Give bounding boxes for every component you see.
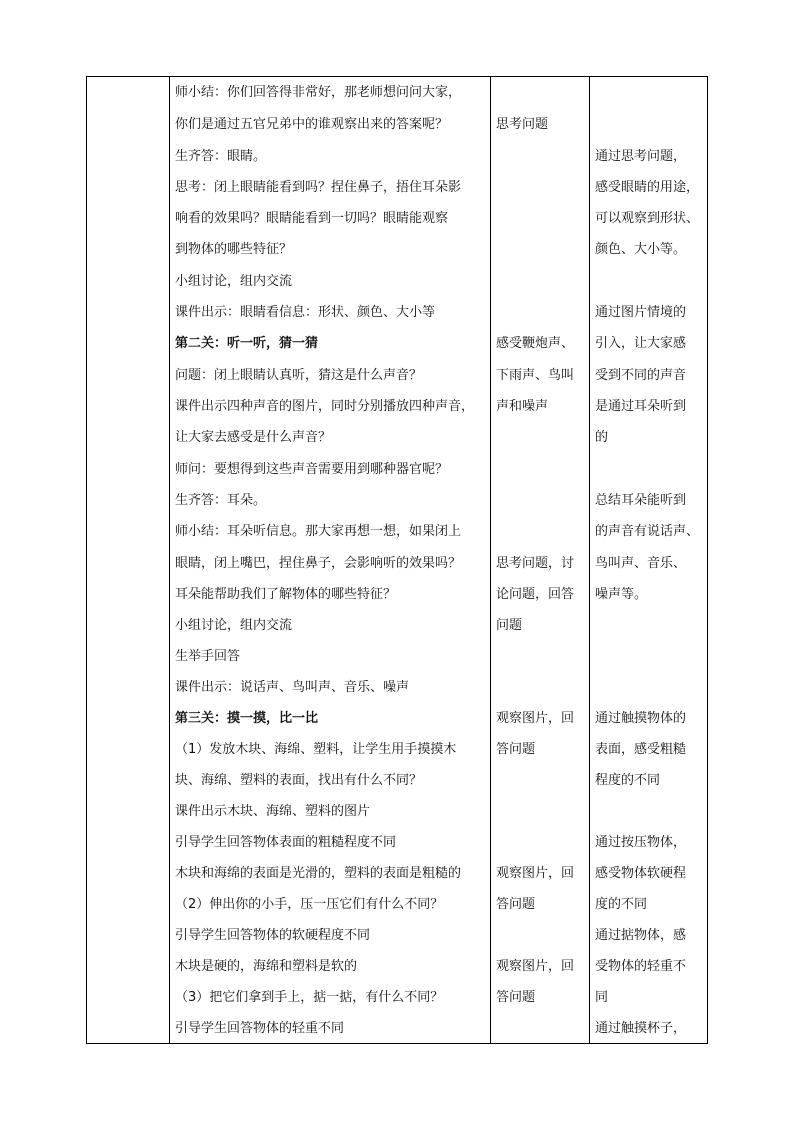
design-intent-line: 是通过耳朵听到 — [595, 399, 687, 414]
teacher-activity-line: 小组讨论，组内交流 — [175, 618, 293, 633]
design-intent-line: 同 — [595, 990, 609, 1005]
student-activity-line: 观察图片，回 — [496, 711, 575, 726]
student-activity-line: 感受鞭炮声、 — [496, 336, 575, 351]
design-intent-line: 噪声等。 — [595, 587, 648, 602]
design-intent-line: 鸟叫声、音乐、 — [595, 556, 687, 571]
design-intent-line: 通过思考问题， — [595, 149, 687, 164]
teacher-activity-line: 课件出示：眼睛看信息：形状、颜色、大小等 — [175, 305, 436, 320]
teacher-activity-line: （2）伸出你的小手，压一压它们有什么不同？ — [175, 897, 444, 912]
design-intent-line: 的声音有说话声、 — [595, 524, 700, 539]
design-intent-line: 通过图片情境的 — [595, 305, 687, 320]
student-activity-line: 答问题 — [496, 990, 536, 1005]
design-intent-line: 感受眼睛的用途， — [595, 180, 700, 195]
teacher-activity-line: 小组讨论，组内交流 — [175, 274, 293, 289]
student-activity-line: 思考问题 — [496, 117, 549, 132]
teacher-activity-line: 响看的效果吗？眼睛能看到一切吗？眼睛能观察 — [175, 211, 449, 226]
design-intent-line: 可以观察到形状、 — [595, 211, 700, 226]
student-activity-line: 下雨声、鸟叫 — [496, 368, 575, 383]
column-divider — [490, 77, 491, 1043]
design-intent-line: 表面，感受粗糙 — [595, 742, 687, 757]
teacher-activity-line: 课件出示木块、海绵、塑料的图片 — [175, 804, 371, 819]
design-intent-line: 通过掂物体，感 — [595, 928, 687, 943]
teacher-activity-line: （1）发放木块、海绵、塑料，让学生用手摸摸木 — [175, 742, 457, 757]
design-intent-line: 程度的不同 — [595, 773, 661, 788]
design-intent-line: 通过按压物体， — [595, 835, 687, 850]
student-activity-line: 论问题，回答 — [496, 587, 575, 602]
teacher-activity-line: 引导学生回答物体表面的粗糙程度不同 — [175, 835, 397, 850]
design-intent-line: 受物体的轻重不 — [595, 959, 687, 974]
design-intent-line: 通过触摸物体的 — [595, 711, 687, 726]
design-intent-line: 度的不同 — [595, 897, 648, 912]
teacher-activity-line: 耳朵能帮助我们了解物体的哪些特征？ — [175, 587, 397, 602]
design-intent-line: 引入，让大家感 — [595, 336, 687, 351]
column-divider — [169, 77, 170, 1043]
student-activity-line: 观察图片，回 — [496, 959, 575, 974]
lesson-plan-table — [86, 76, 708, 1044]
teacher-activity-line: 木块和海绵的表面是光滑的，塑料的表面是粗糙的 — [175, 866, 462, 881]
student-activity-line: 答问题 — [496, 742, 536, 757]
teacher-activity-line: 生举手回答 — [175, 649, 241, 664]
column-divider — [589, 77, 590, 1043]
design-intent-line: 总结耳朵能听到 — [595, 493, 687, 508]
design-intent-line: 通过触摸杯子， — [595, 1021, 687, 1036]
design-intent-line: 受到不同的声音 — [595, 368, 687, 383]
student-activity-line: 思考问题，讨 — [496, 556, 575, 571]
teacher-activity-line: 师问：要想得到这些声音需要用到哪种器官呢？ — [175, 462, 449, 477]
teacher-activity-line: 思考：闭上眼睛能看到吗？捏住鼻子，捂住耳朵影 — [175, 180, 462, 195]
teacher-activity-line: （3）把它们拿到手上，掂一掂，有什么不同？ — [175, 990, 444, 1005]
student-activity-line: 答问题 — [496, 897, 536, 912]
teacher-activity-line: 师小结：你们回答得非常好，那老师想问问大家， — [175, 85, 462, 100]
teacher-activity-line: 块、海绵、塑料的表面，找出有什么不同？ — [175, 773, 423, 788]
teacher-activity-line: 你们是通过五官兄弟中的谁观察出来的答案呢？ — [175, 117, 449, 132]
design-intent-line: 感受物体软硬程 — [595, 866, 687, 881]
design-intent-line: 的 — [595, 430, 609, 445]
student-activity-line: 问题 — [496, 618, 523, 633]
teacher-activity-line: 第三关：摸一摸，比一比 — [175, 711, 319, 726]
teacher-activity-line: 师小结：耳朵听信息。那大家再想一想，如果闭上 — [175, 524, 462, 539]
student-activity-line: 声和噪声 — [496, 399, 549, 414]
teacher-activity-line: 引导学生回答物体的轻重不同 — [175, 1021, 345, 1036]
student-activity-line: 观察图片，回 — [496, 866, 575, 881]
teacher-activity-line: 课件出示四种声音的图片，同时分别播放四种声音， — [175, 399, 475, 414]
first-column-cell — [87, 77, 169, 1043]
teacher-activity-line: 引导学生回答物体的软硬程度不同 — [175, 928, 371, 943]
teacher-activity-line: 到物体的哪些特征？ — [175, 242, 293, 257]
teacher-activity-line: 生齐答：眼睛。 — [175, 149, 267, 164]
teacher-activity-line: 问题：闭上眼睛认真听，猜这是什么声音？ — [175, 368, 423, 383]
teacher-activity-line: 木块是硬的，海绵和塑料是软的 — [175, 959, 358, 974]
teacher-activity-line: 第二关：听一听，猜一猜 — [175, 336, 319, 351]
teacher-activity-line: 生齐答：耳朵。 — [175, 493, 267, 508]
teacher-activity-line: 课件出示：说话声、鸟叫声、音乐、噪声 — [175, 680, 410, 695]
design-intent-line: 颜色、大小等。 — [595, 242, 687, 257]
teacher-activity-line: 让大家去感受是什么声音？ — [175, 430, 332, 445]
teacher-activity-line: 眼睛，闭上嘴巴，捏住鼻子，会影响听的效果吗？ — [175, 556, 462, 571]
